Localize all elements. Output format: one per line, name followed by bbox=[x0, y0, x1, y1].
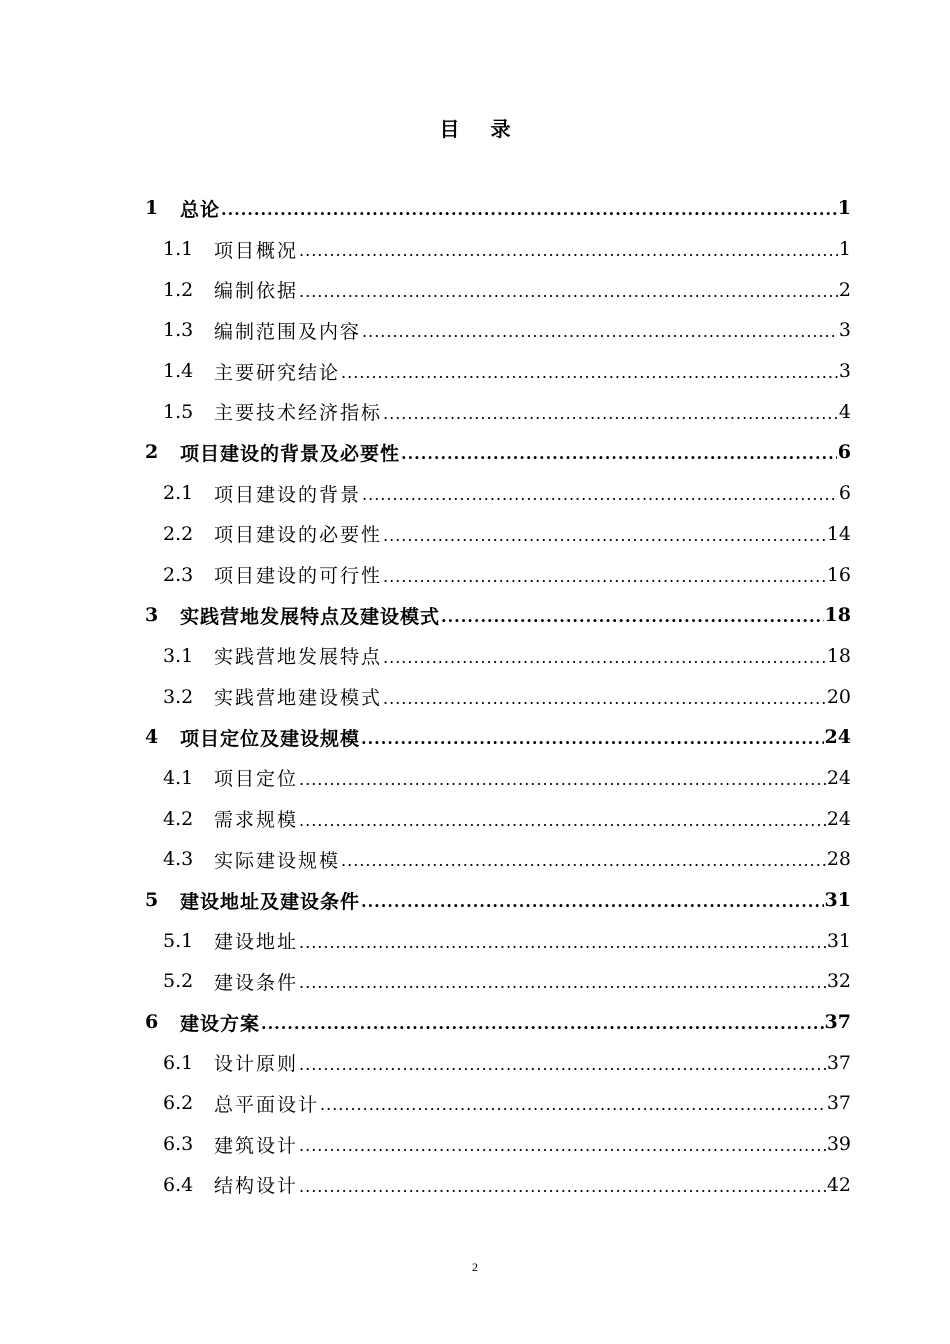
toc-entry-page: 37 bbox=[826, 1092, 851, 1115]
toc-section-entry[interactable] bbox=[145, 391, 851, 432]
toc-entry-title: 建设地址及建设条件 bbox=[180, 890, 361, 913]
toc-entry-title: 建设条件 bbox=[214, 971, 299, 994]
toc-dot-leader bbox=[299, 1178, 826, 1196]
toc-section-entry[interactable] bbox=[145, 514, 851, 555]
toc-dot-leader bbox=[383, 527, 826, 545]
toc-section-entry[interactable] bbox=[145, 1165, 851, 1206]
toc-dot-leader bbox=[299, 974, 826, 992]
toc-dot-leader bbox=[221, 201, 837, 219]
toc-entry-number: 6 bbox=[145, 1011, 159, 1034]
toc-dot-leader bbox=[383, 690, 826, 708]
toc-entry-number: 4.2 bbox=[163, 807, 194, 830]
toc-entry-page: 14 bbox=[826, 522, 851, 545]
toc-entry-number: 1.5 bbox=[163, 400, 194, 423]
toc-dot-leader bbox=[362, 323, 838, 341]
toc-section-entry[interactable] bbox=[145, 961, 851, 1002]
toc-entry-page: 3 bbox=[838, 360, 851, 383]
toc-entry-page: 31 bbox=[824, 889, 851, 912]
toc-dot-leader bbox=[299, 283, 838, 301]
toc-section-entry[interactable] bbox=[145, 758, 851, 799]
toc-entry-title: 需求规模 bbox=[214, 809, 299, 832]
toc-entry-page: 32 bbox=[826, 970, 851, 993]
table-of-contents bbox=[145, 188, 851, 1205]
toc-dot-leader bbox=[361, 893, 824, 911]
toc-section-entry[interactable] bbox=[145, 1083, 851, 1124]
toc-entry-page: 18 bbox=[824, 604, 851, 627]
toc-entry-page: 37 bbox=[824, 1011, 851, 1034]
toc-entry-title: 实践营地建设模式 bbox=[214, 687, 383, 710]
toc-chapter-entry[interactable] bbox=[145, 595, 851, 636]
footer-page-number: 2 bbox=[472, 1260, 478, 1274]
toc-entry-number: 1.2 bbox=[163, 278, 194, 301]
toc-entry-number: 2 bbox=[145, 441, 159, 464]
toc-entry-title: 实践营地发展特点 bbox=[214, 646, 383, 669]
toc-dot-leader bbox=[299, 812, 826, 830]
toc-section-entry[interactable] bbox=[145, 310, 851, 351]
toc-entry-page: 37 bbox=[826, 1051, 851, 1074]
toc-dot-leader bbox=[361, 730, 824, 748]
toc-section-entry[interactable] bbox=[145, 676, 851, 717]
page-title: 目 录 bbox=[439, 117, 523, 141]
toc-entry-number: 4.1 bbox=[163, 766, 194, 789]
toc-entry-number: 4 bbox=[145, 726, 159, 749]
toc-dot-leader bbox=[362, 486, 838, 504]
toc-entry-number: 3.1 bbox=[163, 644, 194, 667]
toc-dot-leader bbox=[341, 852, 826, 870]
toc-entry-page: 6 bbox=[838, 482, 851, 505]
toc-entry-page: 39 bbox=[826, 1133, 851, 1156]
toc-entry-number: 5.2 bbox=[163, 970, 194, 993]
toc-entry-title: 设计原则 bbox=[214, 1053, 299, 1076]
toc-dot-leader bbox=[261, 1015, 824, 1033]
toc-entry-title: 实际建设规模 bbox=[214, 849, 341, 872]
toc-entry-title: 总论 bbox=[180, 198, 221, 221]
toc-entry-number: 4.3 bbox=[163, 848, 194, 871]
toc-entry-number: 6.4 bbox=[163, 1173, 194, 1196]
toc-chapter-entry[interactable] bbox=[145, 188, 851, 229]
toc-dot-leader bbox=[383, 405, 838, 423]
toc-section-entry[interactable] bbox=[145, 920, 851, 961]
toc-entry-title: 建筑设计 bbox=[214, 1134, 299, 1157]
toc-entry-page: 1 bbox=[837, 197, 851, 220]
toc-dot-leader bbox=[299, 242, 838, 260]
toc-entry-page: 20 bbox=[826, 685, 851, 708]
toc-entry-number: 1 bbox=[145, 197, 159, 220]
toc-entry-title: 项目定位 bbox=[214, 768, 299, 791]
toc-chapter-entry[interactable] bbox=[145, 432, 851, 473]
toc-dot-leader bbox=[341, 364, 838, 382]
toc-section-entry[interactable] bbox=[145, 351, 851, 392]
toc-section-entry[interactable] bbox=[145, 269, 851, 310]
toc-entry-number: 1.4 bbox=[163, 360, 194, 383]
toc-chapter-entry[interactable] bbox=[145, 880, 851, 921]
toc-section-entry[interactable] bbox=[145, 798, 851, 839]
toc-dot-leader bbox=[383, 568, 826, 586]
toc-section-entry[interactable] bbox=[145, 229, 851, 270]
toc-entry-title: 项目概况 bbox=[214, 239, 299, 262]
toc-entry-page: 24 bbox=[826, 807, 851, 830]
toc-entry-number: 3.2 bbox=[163, 685, 194, 708]
toc-entry-title: 项目建设的背景 bbox=[214, 483, 362, 506]
toc-section-entry[interactable] bbox=[145, 1124, 851, 1165]
toc-entry-title: 建设方案 bbox=[180, 1012, 261, 1035]
toc-entry-page: 24 bbox=[824, 726, 851, 749]
toc-entry-number: 1.1 bbox=[163, 238, 194, 261]
toc-entry-page: 6 bbox=[837, 441, 851, 464]
toc-entry-number: 1.3 bbox=[163, 319, 194, 342]
toc-entry-title: 项目建设的背景及必要性 bbox=[180, 442, 401, 465]
toc-entry-page: 3 bbox=[838, 319, 851, 342]
toc-dot-leader bbox=[299, 771, 826, 789]
toc-section-entry[interactable] bbox=[145, 839, 851, 880]
toc-section-entry[interactable] bbox=[145, 554, 851, 595]
toc-entry-number: 6.2 bbox=[163, 1092, 194, 1115]
toc-dot-leader bbox=[383, 649, 826, 667]
toc-entry-title: 主要研究结论 bbox=[214, 361, 341, 384]
toc-dot-leader bbox=[299, 1056, 826, 1074]
toc-entry-title: 编制依据 bbox=[214, 280, 299, 303]
toc-entry-title: 实践营地发展特点及建设模式 bbox=[180, 605, 441, 628]
toc-entry-page: 1 bbox=[838, 238, 851, 261]
toc-entry-number: 5 bbox=[145, 889, 159, 912]
toc-dot-leader bbox=[299, 934, 826, 952]
toc-entry-page: 18 bbox=[826, 644, 851, 667]
toc-entry-title: 项目建设的可行性 bbox=[214, 565, 383, 588]
toc-entry-page: 28 bbox=[826, 848, 851, 871]
toc-entry-page: 24 bbox=[826, 766, 851, 789]
toc-entry-number: 6.3 bbox=[163, 1133, 194, 1156]
toc-entry-title: 总平面设计 bbox=[214, 1093, 320, 1116]
toc-chapter-entry[interactable] bbox=[145, 717, 851, 758]
toc-entry-number: 6.1 bbox=[163, 1051, 194, 1074]
toc-entry-page: 4 bbox=[838, 400, 851, 423]
toc-dot-leader bbox=[299, 1137, 826, 1155]
toc-chapter-entry[interactable] bbox=[145, 1002, 851, 1043]
toc-entry-title: 结构设计 bbox=[214, 1175, 299, 1198]
toc-entry-title: 项目定位及建设规模 bbox=[180, 727, 361, 750]
toc-entry-number: 2.2 bbox=[163, 522, 194, 545]
toc-entry-number: 2.3 bbox=[163, 563, 194, 586]
toc-entry-page: 42 bbox=[826, 1173, 851, 1196]
toc-dot-leader bbox=[401, 445, 837, 463]
toc-entry-number: 5.1 bbox=[163, 929, 194, 952]
toc-entry-page: 16 bbox=[826, 563, 851, 586]
toc-dot-leader bbox=[320, 1096, 826, 1114]
toc-entry-title: 编制范围及内容 bbox=[214, 320, 362, 343]
toc-entry-page: 31 bbox=[826, 929, 851, 952]
toc-entry-number: 3 bbox=[145, 604, 159, 627]
toc-section-entry[interactable] bbox=[145, 473, 851, 514]
toc-entry-title: 建设地址 bbox=[214, 931, 299, 954]
toc-entry-number: 2.1 bbox=[163, 482, 194, 505]
toc-entry-page: 2 bbox=[838, 278, 851, 301]
toc-section-entry[interactable] bbox=[145, 1042, 851, 1083]
toc-entry-title: 主要技术经济指标 bbox=[214, 402, 383, 425]
toc-entry-title: 项目建设的必要性 bbox=[214, 524, 383, 547]
toc-dot-leader bbox=[441, 608, 824, 626]
toc-section-entry[interactable] bbox=[145, 636, 851, 677]
